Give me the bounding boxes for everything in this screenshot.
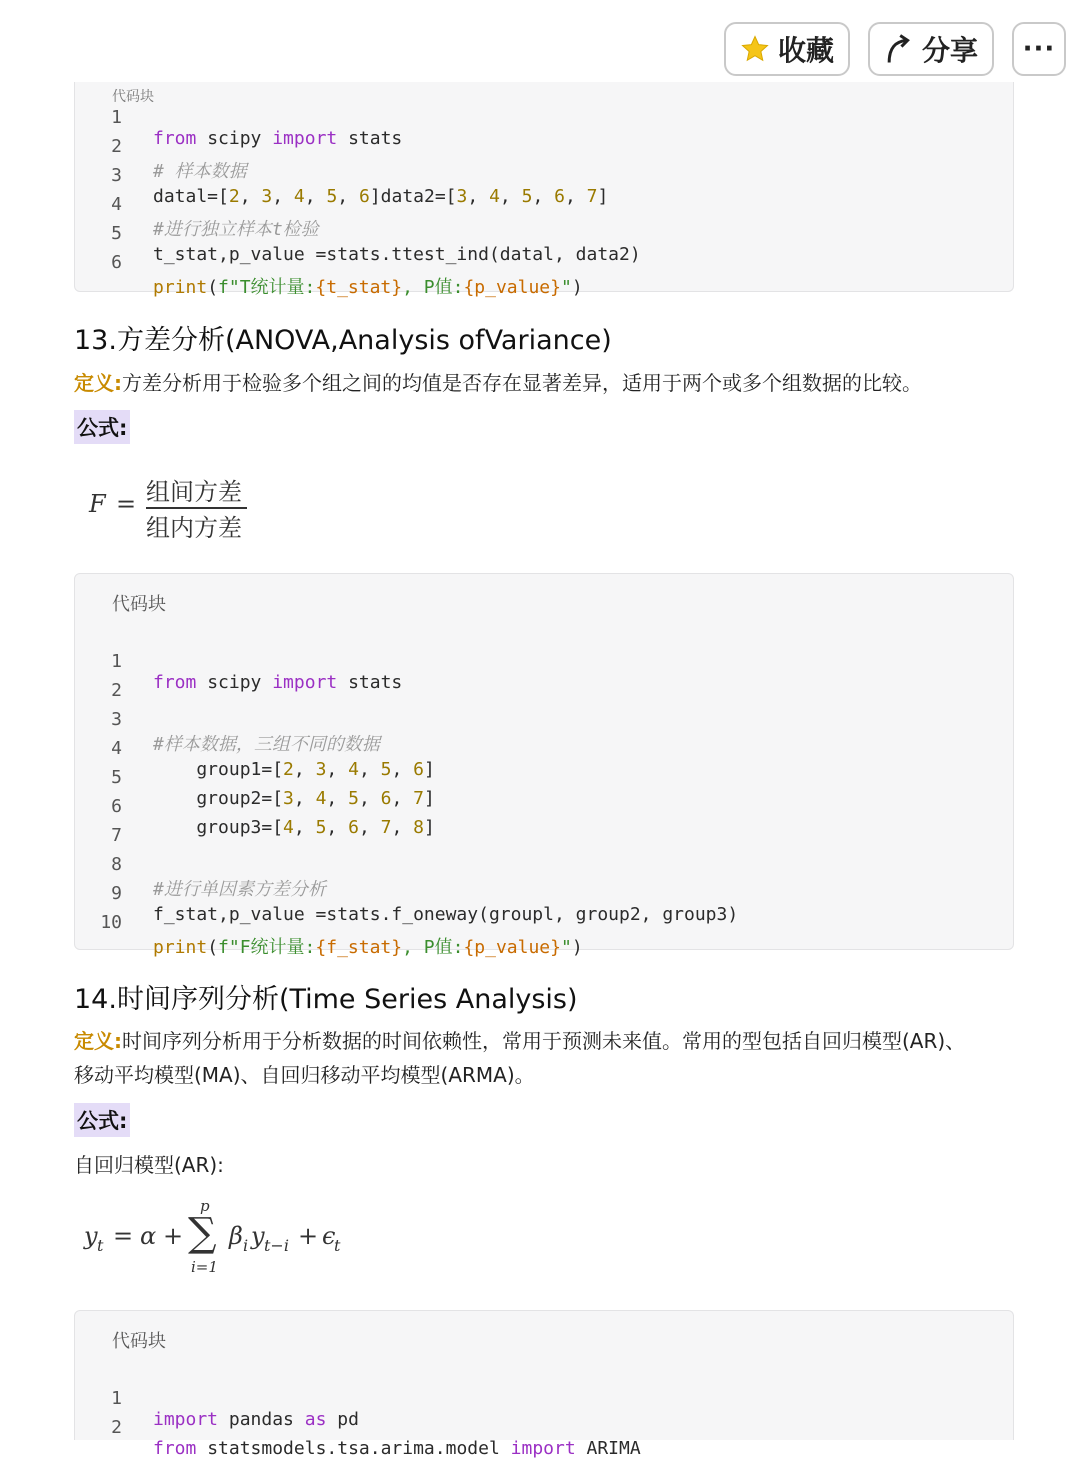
formula-y-sub: t [97,1236,104,1255]
formula-beta-sub: i [243,1236,249,1255]
code-line: 8 #进行单因素方差分析 [111,854,326,900]
code-line: 2 [111,680,122,701]
definition-text-cont: 移动平均模型(MA)、自回归移动平均模型(ARMA)。 [74,1063,535,1087]
formula-y: y [84,1222,98,1250]
code-line: 5 t_stat,p_value =stats.ttest_ind(datal, data2) [111,223,641,265]
code-block-title: 代码块 [112,89,154,105]
definition-label: 定义: [74,1029,122,1053]
sum-upper: p [200,1197,210,1215]
formula-denominator: 组内方差 [146,514,242,542]
code-line: 7 [111,825,122,846]
formula-y2: y [251,1222,265,1250]
code-line: 5 group2=[3, 4, 5, 6, 7] [111,767,435,809]
share-label: 分享 [921,34,978,67]
definition-text: 方差分析用于检验多个组之间的均值是否存在显著差异，适用于两个或多个组数据的比较。 [122,371,922,395]
formula-lhs: F [89,490,106,518]
code-block-3 [74,1310,1014,1459]
formula-beta: β [229,1222,243,1250]
code-line: 1 import pandas as pd [111,1388,359,1430]
code-block-2 [74,573,1014,958]
more-options-button[interactable] [1012,22,1066,76]
star-icon [740,34,770,64]
formula-plus2: + [298,1222,319,1250]
formula-alpha: α [140,1222,157,1250]
code-block-1 [74,82,1014,298]
formula-label: 公式: [74,1103,130,1137]
formula-equals: = [113,1222,134,1250]
code-line: 6 group3=[4, 5, 6, 7, 8] [111,796,435,838]
code-line: 4 #进行独立样本t检验 [111,194,319,240]
code-block-title: 代码块 [112,1331,166,1352]
code-line: 6 print(f"T统计量:{t_stat}, P值:{p_value}") [111,252,583,298]
code-line: 4 group1=[2, 3, 4, 5, 6] [111,738,435,780]
code-line: 3 #样本数据，三组不同的数据 [111,709,380,755]
formula-equals: = [116,490,137,518]
section-heading-14: 14.时间序列分析(Time Series Analysis) [74,984,578,1015]
more-label: ··· [1022,34,1056,64]
share-arrow-icon [884,33,914,65]
code-line: 2 # 样本数据 [111,136,247,182]
code-line: 1 from scipy import stats [111,107,403,149]
code-line: 1 from scipy import stats [111,651,403,693]
action-bar [724,22,1066,76]
formula-epsilon-sub: t [334,1236,341,1255]
formula-label: 公式: [74,410,130,444]
definition-text: 时间序列分析用于分析数据的时间依赖性，常用于预测未来值。常用的型包括自回归模型(AR)、 [122,1029,966,1053]
favorite-button[interactable] [724,22,850,76]
formula-numerator: 组间方差 [146,478,242,506]
code-line: 3 datal=[2, 3, 4, 5, 6]data2=[3, 4, 5, 6, 7] [111,165,609,207]
code-block-title: 代码块 [112,594,166,615]
sum-lower: i=1 [191,1258,218,1276]
formula-epsilon: ϵ [322,1222,336,1250]
sum-symbol: ∑ [188,1210,217,1256]
favorite-label: 收藏 [777,34,834,67]
formula-y2-sub: t−i [264,1236,289,1255]
share-button[interactable] [868,22,994,76]
code-line: 10 print(f"F统计量:{f_stat}, P值:{p_value}") [100,912,583,958]
definition-label: 定义: [74,371,122,395]
code-line: 2 from statsmodels.tsa.arima.model import ARIMA [111,1417,641,1459]
formula-plus: + [163,1222,184,1250]
section-heading-13: 13.方差分析(ANOVA,Analysis ofVariance) [74,325,612,356]
definition-paragraph-14 [74,1024,1014,1092]
definition-paragraph-13 [74,366,1014,400]
ar-model-label: 自回归模型(AR): [74,1153,224,1177]
code-line: 9 f_stat,p_value =stats.f_oneway(groupl, group2, group3) [111,883,739,925]
